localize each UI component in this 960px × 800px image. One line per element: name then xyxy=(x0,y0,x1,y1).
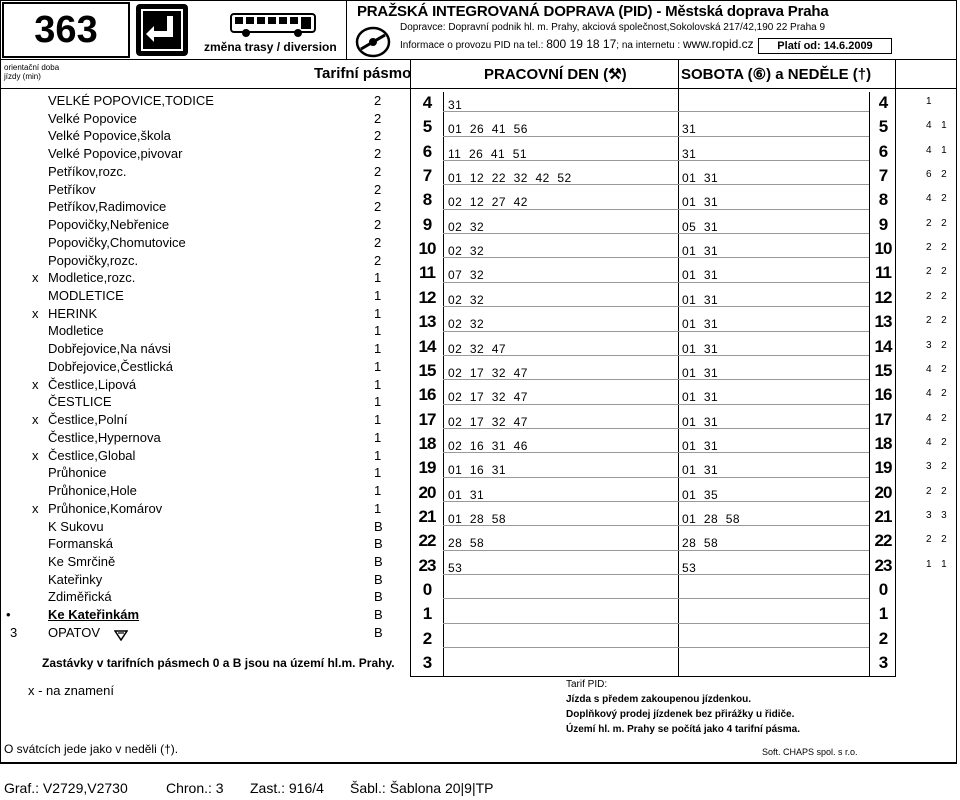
contact-info: Informace o provozu PID na tel.: 800 19 18 17; na internetu : www.ropid.cz xyxy=(400,37,754,51)
footer-graf: Graf.: V2729,V2730 xyxy=(4,780,128,796)
hour-label: 0 xyxy=(422,580,432,599)
hour-label: 8 xyxy=(878,190,888,210)
request-stop-mark: x xyxy=(32,412,39,428)
stop-name: Čestlice,Polní xyxy=(48,412,128,428)
tarif-line-3: Území hl. m. Prahy se počítá jako 4 tarifní pásma. xyxy=(566,724,800,735)
hour-label: 20 xyxy=(874,482,892,502)
software-credit: Soft. CHAPS spol. s r.o. xyxy=(762,747,858,757)
stop-name: Velké Popovice xyxy=(48,110,137,126)
zone-value: 1 xyxy=(374,500,382,516)
hour-label: 23 xyxy=(874,555,892,575)
hour-label: 21 xyxy=(418,506,436,526)
tarif-line-1: Jízda s předem zakoupenou jízdenkou. xyxy=(566,694,752,705)
stop-name: Průhonice,Hole xyxy=(48,483,137,499)
departures-count: 2 2 xyxy=(926,217,948,229)
hour-label: 17 xyxy=(418,409,436,429)
zone-value: B xyxy=(374,607,383,623)
weekday-minutes: 02 32 xyxy=(448,317,485,332)
hour-label: 22 xyxy=(874,531,892,551)
zone-value: 2 xyxy=(374,163,382,179)
departures-count: 4 2 xyxy=(926,193,948,205)
zone-value: B xyxy=(374,536,383,552)
zone-value: 1 xyxy=(374,305,382,321)
footer-zast: Zast.: 916/4 xyxy=(250,780,324,796)
hour-label: 17 xyxy=(874,409,892,429)
departures-count: 3 2 xyxy=(926,461,948,473)
weekday-minutes: 01 26 41 56 xyxy=(448,122,528,137)
hour-label: 16 xyxy=(418,385,436,405)
stop-name: Velké Popovice,škola xyxy=(48,128,171,144)
hour-label: 10 xyxy=(418,239,436,259)
weekday-minutes: 53 xyxy=(448,560,463,575)
zone-value: B xyxy=(374,518,383,534)
weekday-minutes: 07 32 xyxy=(448,268,485,283)
weekday-minutes: 28 58 xyxy=(448,536,485,551)
zone-value: 1 xyxy=(374,483,382,499)
stop-name: MODLETICE xyxy=(48,288,124,304)
weekend-minutes: 53 xyxy=(682,560,697,575)
holidays-note: O svátcích jede jako v neděli (†). xyxy=(4,742,179,756)
organization-title: PRAŽSKÁ INTEGROVANÁ DOPRAVA (PID) - Městská doprava Praha xyxy=(357,3,829,20)
zone-value: 2 xyxy=(374,93,382,108)
request-stop-mark: x xyxy=(32,376,39,392)
hour-label: 11 xyxy=(419,263,435,283)
weekday-minutes: 02 17 32 47 xyxy=(448,414,528,429)
hour-label: 3 xyxy=(422,653,432,673)
zone-value: 1 xyxy=(374,412,382,428)
stop-name: Průhonice,Komárov xyxy=(48,500,163,516)
stop-name: Petříkov xyxy=(48,181,96,197)
zone-value: 1 xyxy=(374,447,382,463)
departures-count: 3 2 xyxy=(926,339,948,351)
zone-value: B xyxy=(374,571,383,587)
weekend-minutes: 01 31 xyxy=(682,195,719,210)
zone-value: 1 xyxy=(374,270,382,286)
stop-name: Petříkov,Radimovice xyxy=(48,199,167,215)
departures-count: 2 2 xyxy=(926,266,948,278)
weekday-minutes: 02 16 31 46 xyxy=(448,438,528,453)
weekday-minutes: 02 32 47 xyxy=(448,341,506,356)
route-number: 363 xyxy=(2,2,130,58)
stop-name: ČESTLICE xyxy=(48,394,112,410)
request-stop-mark: x xyxy=(32,270,39,286)
weekday-minutes: 01 16 31 xyxy=(448,463,506,478)
website-link[interactable]: www.ropid.cz xyxy=(682,37,754,51)
zone-value: 2 xyxy=(374,146,382,162)
weekday-minutes: 02 32 xyxy=(448,219,485,234)
hour-label: 1 xyxy=(878,604,888,624)
weekend-minutes: 01 28 58 xyxy=(682,511,740,526)
hour-label: 6 xyxy=(878,141,888,161)
hour-label: 19 xyxy=(874,458,892,478)
zone-value: 2 xyxy=(374,128,382,144)
departures-count: 4 1 xyxy=(926,144,948,156)
hour-label: 3 xyxy=(878,653,888,673)
stop-name: Formanská xyxy=(48,536,114,552)
hour-label: 12 xyxy=(418,287,436,307)
zone-value: 2 xyxy=(374,199,382,215)
zone-value: 2 xyxy=(374,110,382,126)
weekend-minutes: 01 31 xyxy=(682,463,719,478)
stop-name: Popovičky,Chomutovice xyxy=(48,234,186,250)
hour-label: 2 xyxy=(422,628,432,648)
diversion-sign-icon xyxy=(136,4,188,56)
departures-count: 4 1 xyxy=(926,120,948,132)
stop-name: Dobřejovice,Čestlická xyxy=(48,358,173,374)
travel-time: 3 xyxy=(10,624,18,640)
stop-name: Popovičky,rozc. xyxy=(48,252,139,268)
hour-label: 14 xyxy=(418,336,436,356)
departures-count: 2 2 xyxy=(926,485,948,497)
hour-label: 5 xyxy=(878,117,888,137)
hour-label: 15 xyxy=(418,360,436,380)
weekend-minutes: 31 xyxy=(682,122,697,137)
hour-label: 4 xyxy=(878,93,888,112)
travel-time-label: orientační doba jízdy (min) xyxy=(4,63,60,81)
zone-value: 1 xyxy=(374,429,382,445)
request-stop-note: x - na znamení xyxy=(28,683,114,698)
hour-label: 21 xyxy=(874,506,892,526)
hour-label: 11 xyxy=(875,263,891,283)
zone-value: B xyxy=(374,589,383,605)
weekend-minutes: 01 31 xyxy=(682,244,719,259)
hour-label: 13 xyxy=(874,312,892,332)
weekday-minutes: 01 31 xyxy=(448,487,485,502)
hour-label: 7 xyxy=(422,166,432,186)
valid-from: Platí od: 14.6.2009 xyxy=(758,38,892,54)
zone-value: 2 xyxy=(374,181,382,197)
weekday-minutes: 02 12 27 42 xyxy=(448,195,528,210)
departures-count: 4 2 xyxy=(926,412,948,424)
hour-label: 10 xyxy=(874,239,892,259)
metro-icon xyxy=(114,628,128,646)
departures-count: 6 2 xyxy=(926,169,948,181)
zone-value: 2 xyxy=(374,234,382,250)
hour-label: 15 xyxy=(874,360,892,380)
stop-name: Ke Smrčině xyxy=(48,553,116,569)
weekday-minutes: 01 12 22 32 42 52 xyxy=(448,171,572,186)
hour-label: 9 xyxy=(878,214,888,234)
hour-label: 19 xyxy=(418,458,436,478)
zone-column-header: Tarifní pásmo xyxy=(314,65,412,82)
departures-count: 2 2 xyxy=(926,290,948,302)
phone-number: 800 19 18 17 xyxy=(546,37,617,51)
stop-name: K Sukovu xyxy=(48,518,104,534)
zone-value: B xyxy=(374,624,383,640)
footer-sabl: Šabl.: Šablona 20|9|TP xyxy=(350,780,494,796)
stop-name: Popovičky,Nebřenice xyxy=(48,217,170,233)
stop-name: Čestlice,Hypernova xyxy=(48,429,161,445)
stop-name: Velké Popovice,pivovar xyxy=(48,146,183,162)
weekday-minutes: 02 32 xyxy=(448,292,485,307)
weekend-minutes: 01 31 xyxy=(682,341,719,356)
hour-label: 14 xyxy=(874,336,892,356)
zone-value: 2 xyxy=(374,252,382,268)
zone-value: 1 xyxy=(374,358,382,374)
weekend-minutes: 01 31 xyxy=(682,390,719,405)
tarif-line-2: Doplňkový prodej jízdenek bez přirážky u řidiče. xyxy=(566,709,795,720)
weekday-minutes: 02 32 xyxy=(448,244,485,259)
weekend-minutes: 01 31 xyxy=(682,268,719,283)
weekend-minutes: 31 xyxy=(682,146,697,161)
stop-name: VELKÉ POPOVICE,TODICE xyxy=(48,93,214,108)
hour-label: 6 xyxy=(422,141,432,161)
pid-logo-icon xyxy=(355,25,391,59)
weekend-header: SOBOTA (⑥) a NEDĚLE (†) xyxy=(681,66,872,83)
departures-count: 2 2 xyxy=(926,242,948,254)
weekend-minutes: 01 31 xyxy=(682,438,719,453)
zone-value: 1 xyxy=(374,376,382,392)
hour-label: 2 xyxy=(878,628,888,648)
weekend-minutes: 01 31 xyxy=(682,317,719,332)
departures-count: 1 xyxy=(926,96,932,107)
departures-count: 4 2 xyxy=(926,363,948,375)
hour-label: 8 xyxy=(422,190,432,210)
weekend-minutes: 01 31 xyxy=(682,171,719,186)
hour-label: 20 xyxy=(418,482,436,502)
hour-label: 4 xyxy=(422,93,432,112)
weekend-minutes: 05 31 xyxy=(682,219,719,234)
weekday-minutes: 31 xyxy=(448,98,463,112)
hour-label: 22 xyxy=(418,531,436,551)
footer-chron: Chron.: 3 xyxy=(166,780,224,796)
request-stop-mark: x xyxy=(32,305,39,321)
weekend-minutes: 01 31 xyxy=(682,292,719,307)
departures-count: 4 2 xyxy=(926,436,948,448)
departures-count: 3 3 xyxy=(926,509,948,521)
carrier-info: Dopravce: Dopravní podnik hl. m. Prahy, akciová společnost,Sokolovská 217/42,190 22 Praha 9 xyxy=(400,22,826,33)
departures-count: 2 2 xyxy=(926,315,948,327)
stop-name: Průhonice xyxy=(48,465,107,481)
stop-name: OPATOV xyxy=(48,624,101,640)
hour-label: 9 xyxy=(422,214,432,234)
zone-value: 1 xyxy=(374,341,382,357)
hour-label: 7 xyxy=(878,166,888,186)
zones-note: Zastávky v tarifních pásmech 0 a B jsou na území hl.m. Prahy. xyxy=(42,656,395,670)
stop-name: Modletice xyxy=(48,323,104,339)
hour-label: 1 xyxy=(422,604,432,624)
stop-name: Dobřejovice,Na návsi xyxy=(48,341,171,357)
hour-label: 5 xyxy=(422,117,432,137)
current-stop-name: Ke Kateřinkám xyxy=(48,607,140,623)
stop-name: HERINK xyxy=(48,305,98,321)
departures-count: 1 1 xyxy=(926,558,948,570)
stop-name: Čestlice,Lipová xyxy=(48,376,137,392)
weekday-minutes: 01 28 58 xyxy=(448,511,506,526)
bus-icon xyxy=(230,12,316,43)
hour-label: 12 xyxy=(874,287,892,307)
stop-name: Čestlice,Global xyxy=(48,447,136,463)
zone-value: 1 xyxy=(374,288,382,304)
hour-label: 16 xyxy=(874,385,892,405)
stop-name: Kateřinky xyxy=(48,571,103,587)
weekend-minutes: 01 31 xyxy=(682,365,719,380)
tarif-title: Tarif PID: xyxy=(566,679,608,690)
diversion-label: změna trasy / diversion xyxy=(204,40,337,54)
departures-count: 4 2 xyxy=(926,388,948,400)
departures-count: 2 2 xyxy=(926,534,948,546)
weekday-header: PRACOVNÍ DEN (⚒) xyxy=(484,66,627,83)
request-stop-mark: x xyxy=(32,447,39,463)
stop-name: Petříkov,rozc. xyxy=(48,163,127,179)
zone-value: 2 xyxy=(374,217,382,233)
hour-label: 18 xyxy=(874,433,892,453)
current-stop-bullet: • xyxy=(6,607,11,623)
zone-value: 1 xyxy=(374,394,382,410)
hour-label: 0 xyxy=(878,580,888,599)
zone-value: B xyxy=(374,553,383,569)
zone-value: 1 xyxy=(374,323,382,339)
weekday-minutes: 02 17 32 47 xyxy=(448,365,528,380)
hour-label: 23 xyxy=(418,555,436,575)
request-stop-mark: x xyxy=(32,500,39,516)
weekend-minutes: 01 31 xyxy=(682,414,719,429)
weekend-minutes: 01 35 xyxy=(682,487,719,502)
weekend-minutes: 28 58 xyxy=(682,536,719,551)
stop-name: Modletice,rozc. xyxy=(48,270,136,286)
stop-name: Zdiměřická xyxy=(48,589,112,605)
weekday-minutes: 02 17 32 47 xyxy=(448,390,528,405)
weekday-minutes: 11 26 41 51 xyxy=(448,146,527,161)
zone-value: 1 xyxy=(374,465,382,481)
hour-label: 13 xyxy=(418,312,436,332)
hour-label: 18 xyxy=(418,433,436,453)
